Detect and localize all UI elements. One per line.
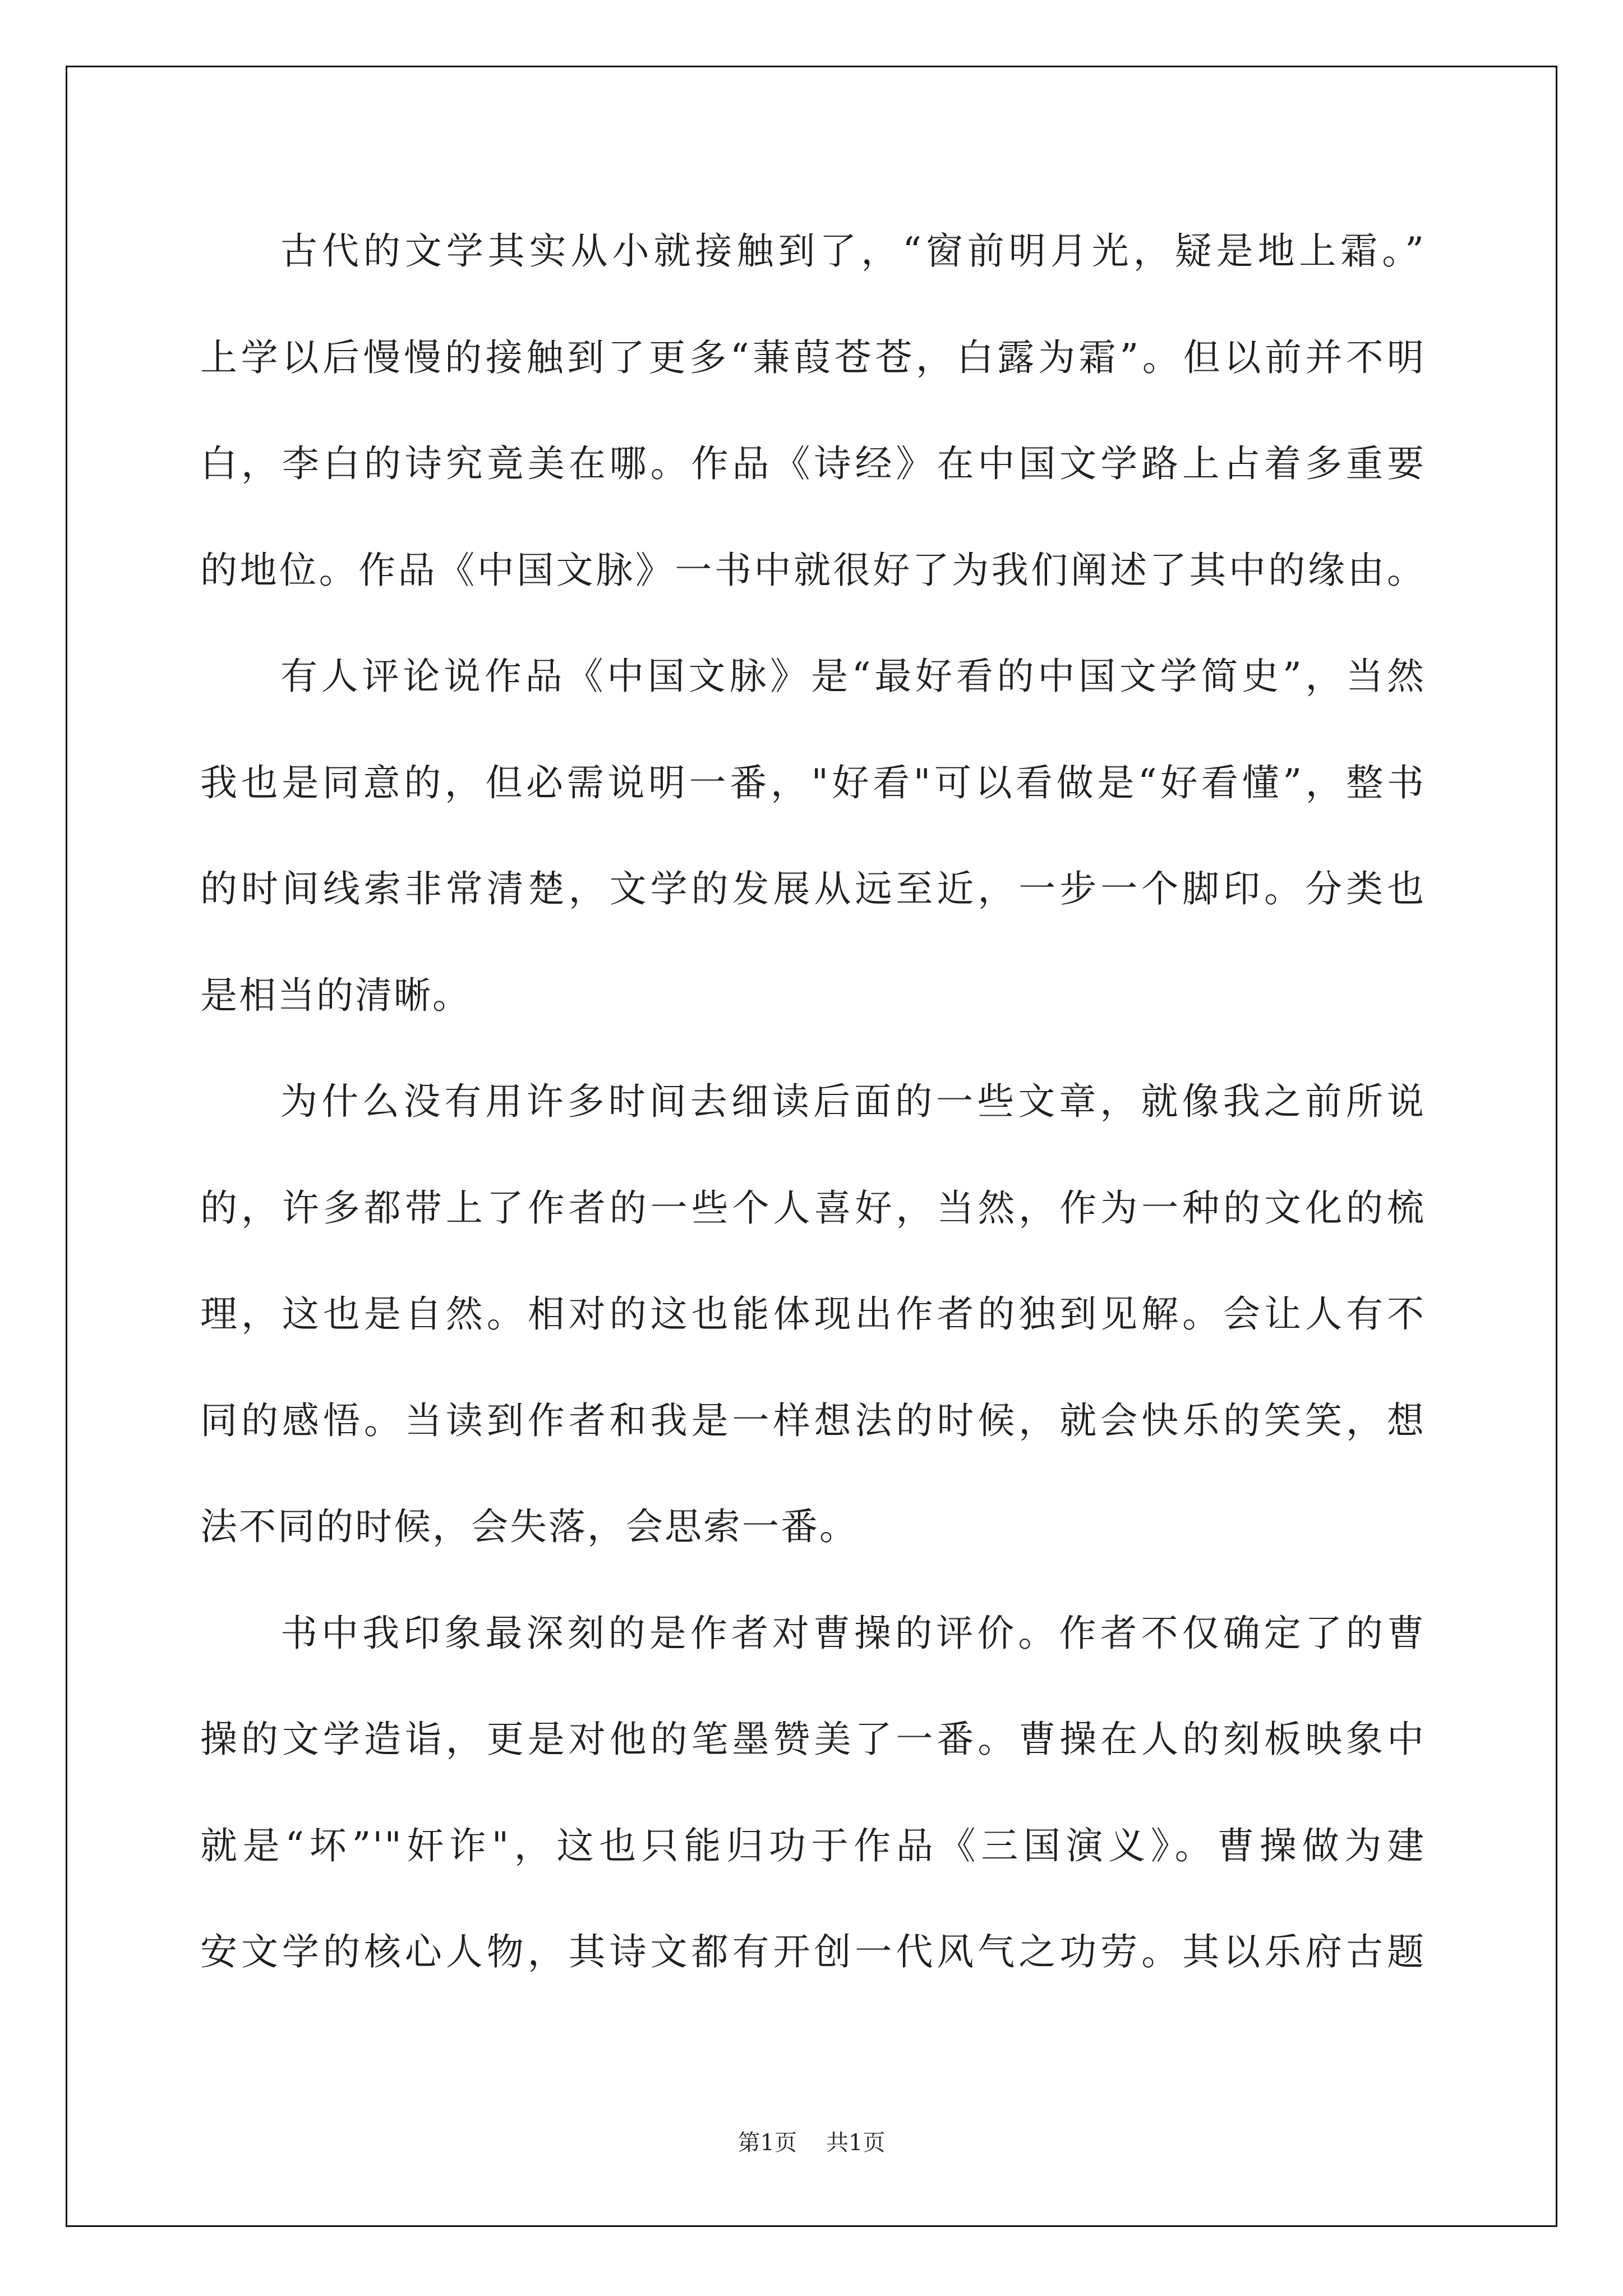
text-line: 的，许多都带上了作者的一些个人喜好，当然，作为一种的文化的梳 <box>200 1186 1426 1230</box>
text-line: 是相当的清晰。 <box>200 973 471 1017</box>
text-line: 理，这也是自然。相对的这也能体现出作者的独到见解。会让人有不 <box>200 1292 1426 1336</box>
document-body <box>200 198 1426 2005</box>
text-line: 安文学的核心人物，其诗文都有开创一代风气之功劳。其以乐府古题 <box>200 1930 1426 1973</box>
text-line: 上学以后慢慢的接触到了更多“蒹葭苍苍，白露为霜”。但以前并不明 <box>200 335 1426 379</box>
paragraph <box>200 198 1426 623</box>
text-line: 法不同的时候，会失落，会思索一番。 <box>200 1505 858 1548</box>
page-footer <box>0 2129 1623 2157</box>
paragraph <box>200 1580 1426 2005</box>
text-line: 古代的文学其实从小就接触到了，“窗前明月光，疑是地上霜。” <box>280 229 1426 273</box>
page-number: 第1页 <box>737 2130 797 2156</box>
page-total: 共1页 <box>826 2130 886 2156</box>
text-line: 我也是同意的，但必需说明一番，"好看"可以看做是“好看懂”，整书 <box>200 761 1426 804</box>
paragraph <box>200 623 1426 1048</box>
text-line: 的地位。作品《中国文脉》一书中就很好了为我们阐述了其中的缘由。 <box>200 548 1426 592</box>
text-line: 有人评论说作品《中国文脉》是“最好看的中国文学简史”，当然 <box>280 655 1426 698</box>
text-line: 就是“坏”'"奸诈"，这也只能归功于作品《三国演义》。曹操做为建 <box>200 1824 1426 1867</box>
paragraph <box>200 1048 1426 1580</box>
text-line: 书中我印象最深刻的是作者对曹操的评价。作者不仅确定了的曹 <box>280 1611 1426 1655</box>
text-line: 同的感悟。当读到作者和我是一样想法的时候，就会快乐的笑笑，想 <box>200 1398 1426 1442</box>
text-line: 为什么没有用许多时间去细读后面的一些文章，就像我之前所说 <box>280 1080 1426 1123</box>
text-line: 的时间线索非常清楚，文学的发展从远至近，一步一个脚印。分类也 <box>200 867 1426 910</box>
text-line: 操的文学造诣，更是对他的笔墨赞美了一番。曹操在人的刻板映象中 <box>200 1718 1426 1761</box>
text-line: 白，李白的诗究竟美在哪。作品《诗经》在中国文学路上占着多重要 <box>200 442 1426 485</box>
